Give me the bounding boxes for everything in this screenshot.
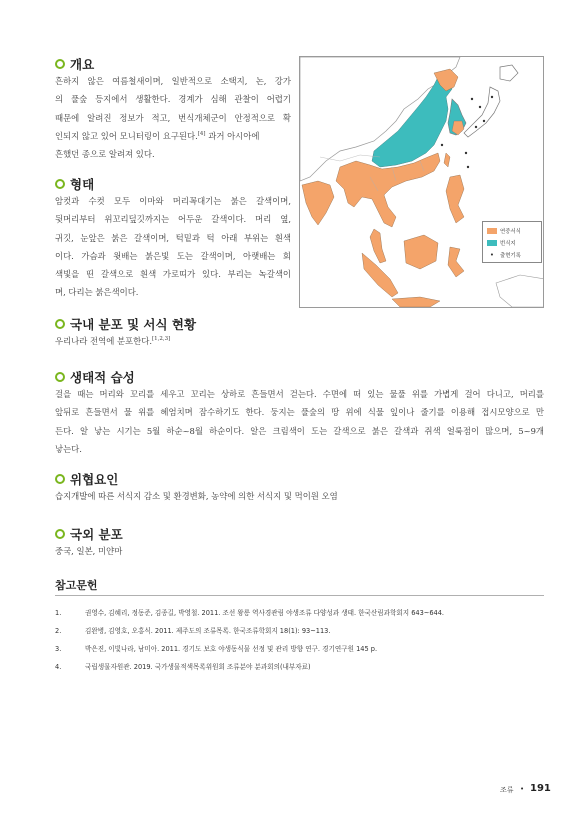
text-line: 걸을 때는 머리와 꼬리를 세우고 꼬리는 상하로 흔들면서 걷는다. 수면에 떠 있는 물풀 위를 가볍게 걸어 다니고, 머리를 xyxy=(55,389,544,399)
legend-dot-icon: • xyxy=(489,251,495,259)
heading-text: 위협요인 xyxy=(70,472,119,487)
heading-text: 형태 xyxy=(70,177,95,192)
resident-range xyxy=(404,235,438,269)
domestic-text xyxy=(55,332,170,350)
occurrence-dot xyxy=(479,106,481,108)
overseas-text xyxy=(55,542,122,560)
text-line xyxy=(55,332,170,350)
text-line: 암컷과 수컷 모두 이마와 머리꼭대기는 붉은 갈색이며, xyxy=(55,196,291,206)
reference-item xyxy=(55,607,444,617)
reference-text: 국립생물자원관. 2019. 국가생물적색목록위원회 조류분야 분과회의(내부자료) xyxy=(85,663,311,671)
occurrence-dot xyxy=(465,152,467,154)
text-line: 뒷머리부터 위꼬리덮깃까지는 어두운 갈색이다. 머리 옆, xyxy=(55,214,291,225)
resident-range xyxy=(446,175,464,223)
map-legend xyxy=(482,221,542,263)
text-line: 의 풀숲 등지에서 생활한다. 경계가 심해 관찰이 어렵기 xyxy=(55,94,291,105)
distribution-map xyxy=(299,56,544,308)
occurrence-dot xyxy=(491,96,493,98)
reference-number: 3. xyxy=(55,645,62,653)
section-heading-morphology xyxy=(55,174,94,194)
threats-text xyxy=(55,487,338,505)
text-line: 중국, 일본, 미얀마 xyxy=(55,546,123,556)
text-line xyxy=(55,127,291,145)
legend-swatch xyxy=(487,228,497,234)
section-heading-threats xyxy=(55,469,118,489)
reference-text: 권영수, 김혜리, 정동준, 김종길, 박영철. 2011. 조선 왕릉 역사경관림 야생조류 다양성과 생태. 한국산림과학회지 643~644. xyxy=(85,609,445,617)
resident-range xyxy=(370,229,386,263)
text-span: 우리나라 전역에 분포한다. xyxy=(55,336,152,346)
references-title: 참고문헌 xyxy=(55,579,98,592)
occurrence-dot xyxy=(475,126,477,128)
resident-range xyxy=(302,181,334,225)
heading-text: 국외 분포 xyxy=(70,527,123,542)
text-line: 때문에 알려진 정보가 적고, 번식개체군이 안정적으로 확 xyxy=(55,112,291,123)
reference-number: 2. xyxy=(55,627,62,635)
text-line: 귀깃, 눈앞은 붉은 갈색이며, 턱밑과 턱 아래 부위는 흰색 xyxy=(55,232,291,243)
reference-text: 박은진, 이빛나라, 남미아. 2011. 경기도 보호 야생동식물 선정 및 관리 방향 연구. 경기연구원 145 p. xyxy=(85,645,378,653)
legend-swatch xyxy=(487,240,497,246)
japan-land xyxy=(464,87,500,137)
section-heading-overseas xyxy=(55,524,123,544)
resident-range xyxy=(392,297,440,307)
section-heading-ecology xyxy=(55,367,135,387)
distribution-map-svg xyxy=(300,57,544,308)
text-line: 며, 다리는 붉은색이다. xyxy=(55,287,139,298)
reference-item xyxy=(55,661,311,671)
heading-text: 개요 xyxy=(70,57,95,72)
text-line: 앞뒤로 흔들면서 물 위를 헤엄치며 잠수하기도 한다. 둥지는 풀숲의 땅 위에 식물 잎이나 줄기를 이용해 접시모양으로 만 xyxy=(55,407,544,418)
text-line: 습지개발에 따른 서식지 감소 및 환경변화, 농약에 의한 서식지 및 먹이원 오염 xyxy=(55,491,338,501)
legend-item xyxy=(487,225,537,237)
heading-text: 생태적 습성 xyxy=(70,370,135,385)
page-number: 191 xyxy=(530,783,551,794)
heading-text: 국내 분포 및 서식 현황 xyxy=(70,317,197,332)
text-line: 든다. 알 낳는 시기는 5월 하순~8월 하순이다. 알은 크림색이 도는 갈색으로 붉은 갈색과 쥐색 얼룩점이 많으며, 5~9개 xyxy=(55,425,544,436)
reference-item xyxy=(55,625,330,635)
legend-label: 번식지 xyxy=(500,241,516,247)
citation-mark: [1,2,3] xyxy=(151,336,171,342)
occurrence-dot xyxy=(467,166,469,168)
text-line: 이다. 가슴과 윗배는 붉은빛 도는 갈색이며, 아랫배는 회 xyxy=(55,250,291,261)
hokkaido-land xyxy=(500,65,518,81)
text-line: 흔했던 종으로 알려져 있다. xyxy=(55,149,155,160)
section-heading-overview xyxy=(55,54,94,74)
circle-bullet-icon xyxy=(55,529,65,539)
overview-text xyxy=(55,72,291,163)
footer-separator: • xyxy=(520,785,525,793)
references-divider xyxy=(55,595,544,596)
text-line: 낳는다. xyxy=(55,443,82,454)
legend-item xyxy=(487,249,537,261)
text-line: 색빛을 띤 갈색으로 흰색 가로띠가 있다. 부리는 녹갈색이 xyxy=(55,269,291,280)
legend-item xyxy=(487,237,537,249)
reference-number: 4. xyxy=(55,663,62,671)
occurrence-dot xyxy=(471,98,473,100)
circle-bullet-icon xyxy=(55,59,65,69)
land-mass xyxy=(496,275,544,307)
resident-range xyxy=(448,247,464,277)
circle-bullet-icon xyxy=(55,372,65,382)
footer-section-label: 조류 xyxy=(500,786,514,794)
reference-item xyxy=(55,643,377,653)
citation-mark: [4] xyxy=(197,130,206,137)
reference-text: 김완병, 김영호, 오홍식. 2011. 제주도의 조류목록. 한국조류학회지 18(1): 93~113. xyxy=(85,627,331,635)
resident-range xyxy=(444,153,450,167)
circle-bullet-icon xyxy=(55,474,65,484)
section-heading-domestic xyxy=(55,314,196,334)
circle-bullet-icon xyxy=(55,179,65,189)
ecology-text xyxy=(55,385,544,458)
text-line: 흔하지 않은 여름철새이며, 일반적으로 소택지, 논, 강가 xyxy=(55,76,291,86)
legend-label: 연중서식 xyxy=(500,229,521,235)
occurrence-dot xyxy=(483,120,485,122)
reference-number: 1. xyxy=(55,609,62,617)
occurrence-dot xyxy=(441,144,443,146)
morphology-text xyxy=(55,192,291,302)
legend-label: 출현기록 xyxy=(500,253,521,259)
text-span: 과거 아시아에 xyxy=(205,130,260,141)
text-span: 인되지 않고 있어 모니터링이 요구된다. xyxy=(55,130,198,141)
circle-bullet-icon xyxy=(55,319,65,329)
